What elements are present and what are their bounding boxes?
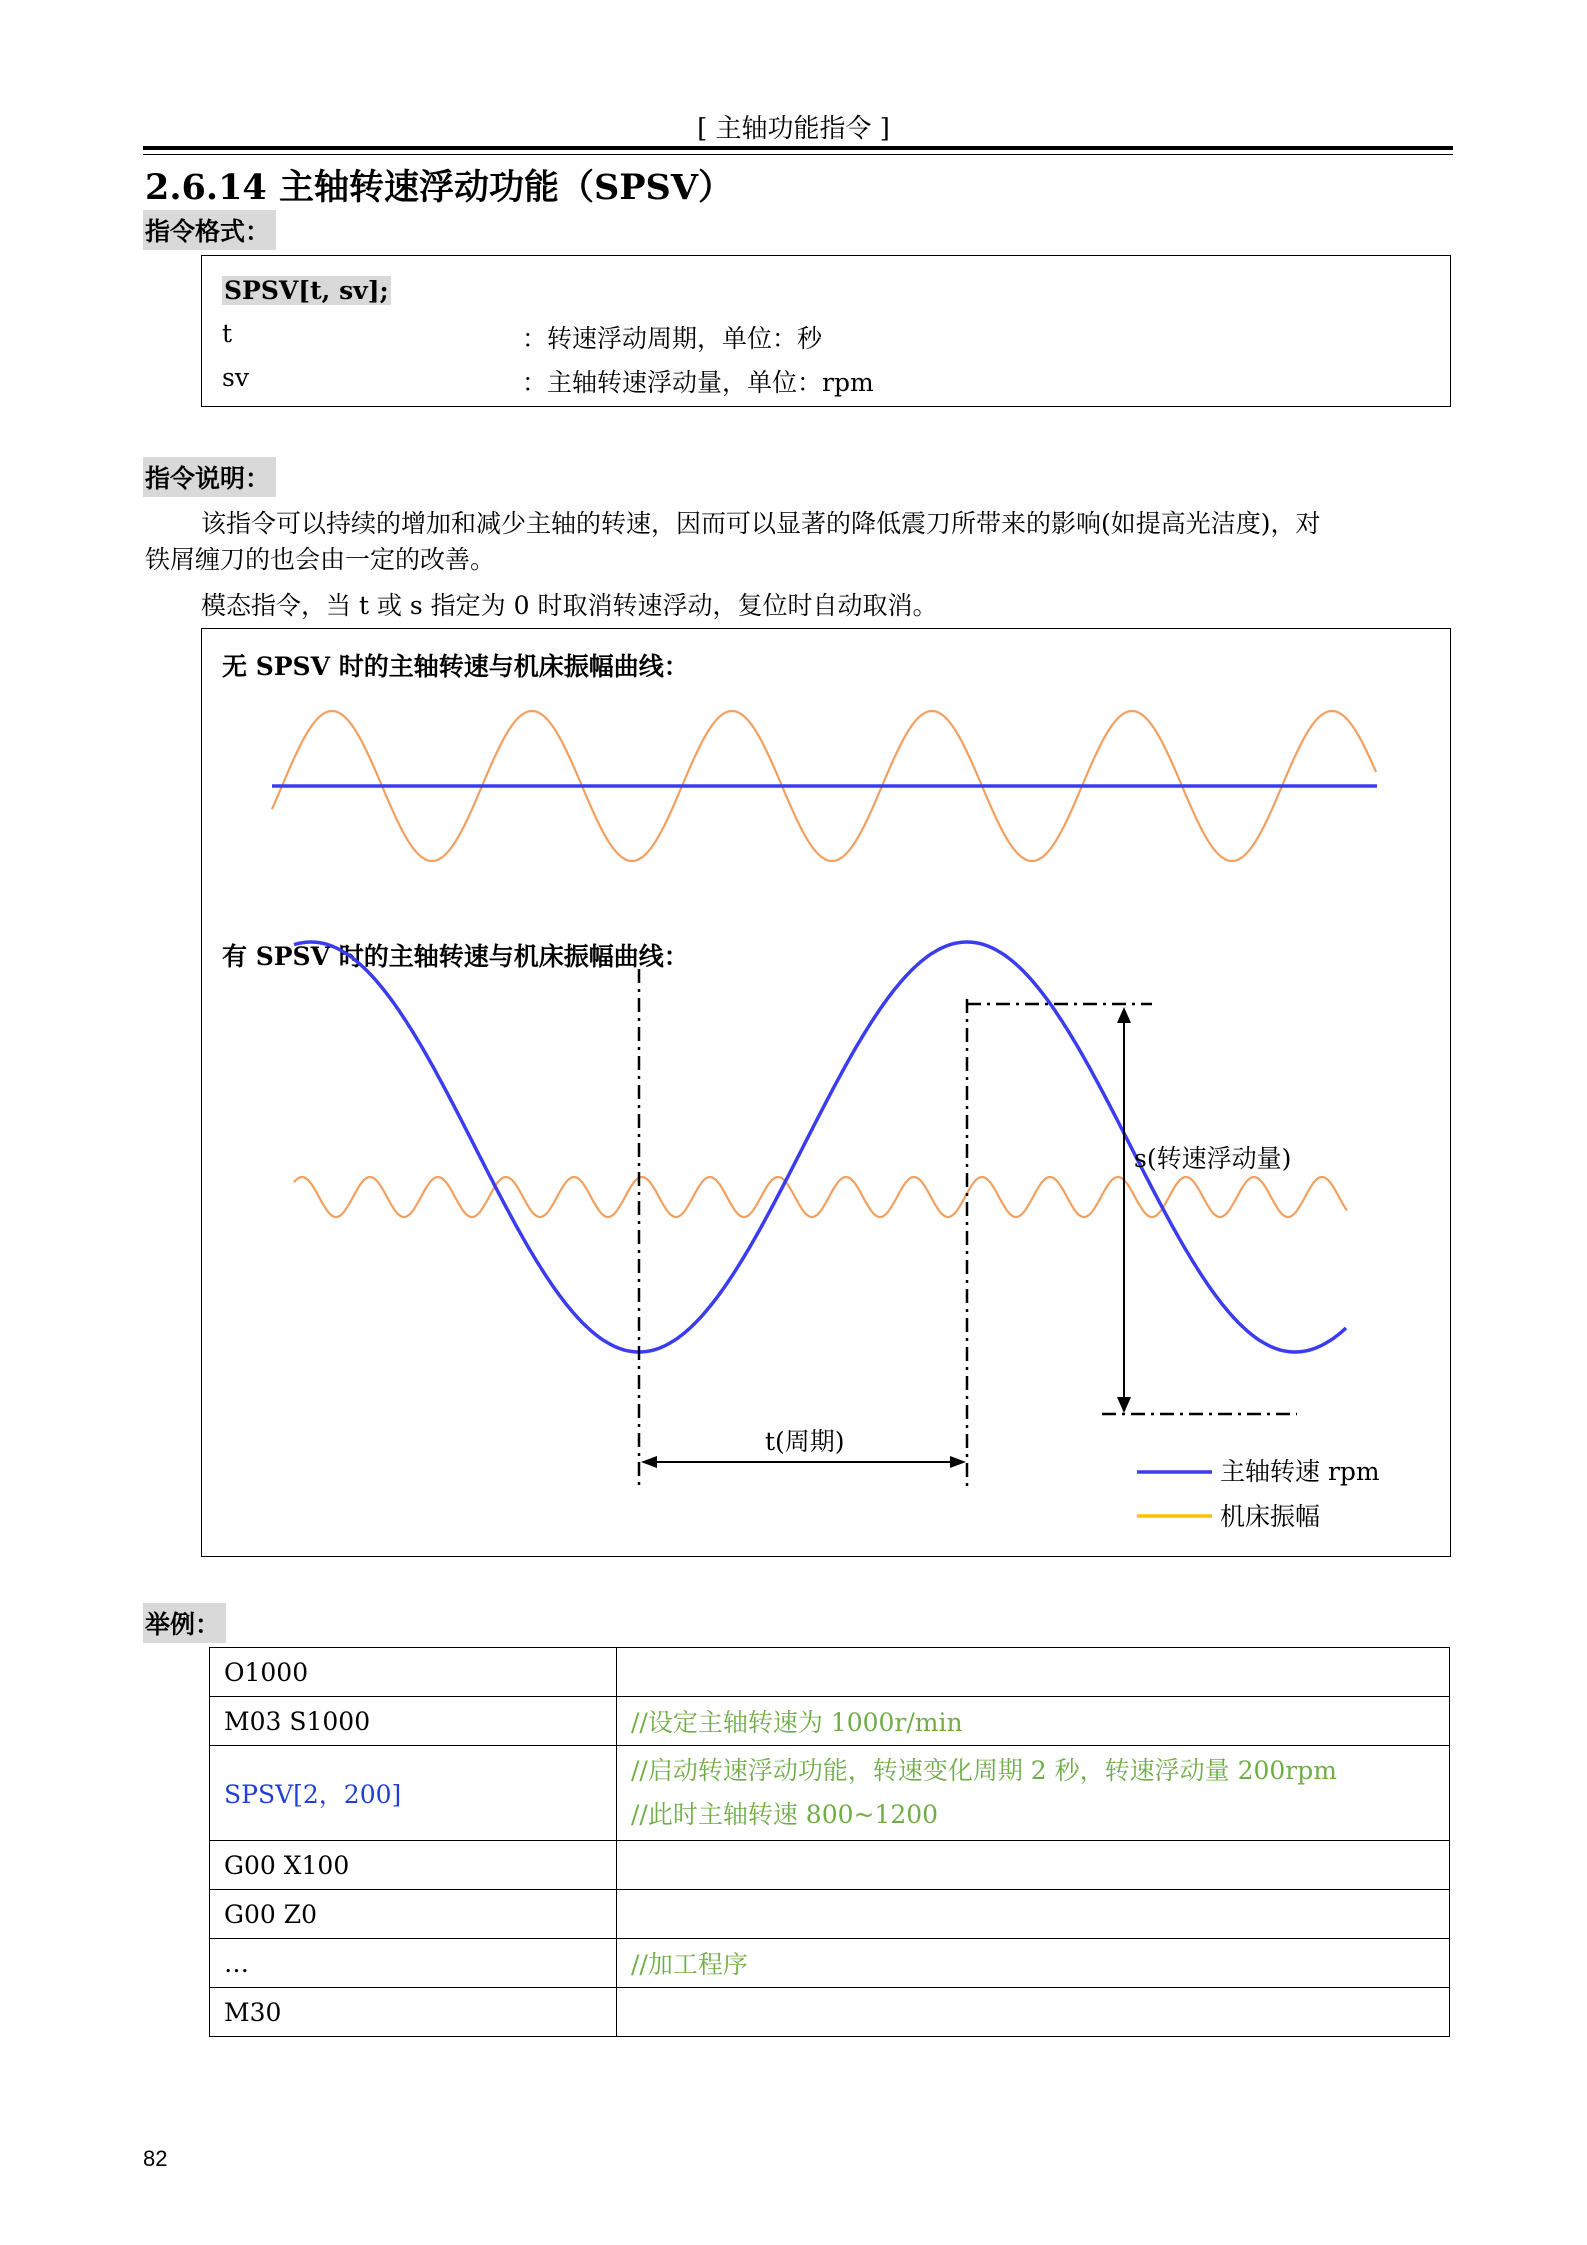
table-row [210,1988,1450,2037]
code-cell: M03 S1000 [210,1697,617,1746]
arrow-up-icon [1117,1007,1131,1023]
page-number: 82 [143,2146,168,2171]
comment-cell [617,1648,1450,1697]
figure-box [201,628,1451,1557]
param-name: sv [222,363,249,392]
comment-cell: //加工程序 [617,1939,1450,1988]
param-description: ：转速浮动周期，单位：秒 [522,324,823,353]
description-line-1: 该指令可以持续的增加和减少主轴的转速，因而可以显著的降低震刀所带来的影响(如提高光洁度)，对 [201,509,1321,538]
figure-canvas [202,629,1450,1556]
description-line-3: 模态指令，当 t 或 s 指定为 0 时取消转速浮动，复位时自动取消。 [201,591,938,620]
table-row [210,1890,1450,1939]
code-cell: SPSV[2，200] [210,1746,617,1841]
format-syntax: SPSV[t, sv]; [224,276,389,305]
code-cell: … [210,1939,617,1988]
format-param-row [222,319,1122,353]
comment-cell: //设定主轴转速为 1000r/min [617,1697,1450,1746]
header-rule-thin [143,154,1453,155]
t-label: t(周期) [765,1427,845,1456]
table-row [210,1841,1450,1890]
s-label: s(转速浮动量) [1134,1144,1292,1173]
param-description: ：主轴转速浮动量，单位：rpm [522,368,874,397]
format-syntax-row [222,276,391,305]
format-box [201,255,1451,407]
comment-cell [617,1841,1450,1890]
vibration-curve-with-spsv [294,1177,1347,1217]
comment-cell [617,1746,1450,1841]
code-cell: M30 [210,1988,617,2037]
format-param-row [222,363,1122,397]
format-label: 指令格式： [143,210,276,250]
arrow-right-icon [950,1456,966,1468]
code-cell: O1000 [210,1648,617,1697]
running-header: [ 主轴功能指令 ] [697,114,890,144]
comment-line: //启动转速浮动功能，转速变化周期 2 秒，转速浮动量 200rpm [631,1756,1337,1785]
code-cell: G00 Z0 [210,1890,617,1939]
figure-title-without: 无 SPSV 时的主轴转速与机床振幅曲线： [222,652,689,681]
figure-title-with: 有 SPSV 时的主轴转速与机床振幅曲线： [222,942,689,971]
table-row [210,1648,1450,1697]
description-line-2: 铁屑缠刀的也会由一定的改善。 [145,545,496,574]
comment-cell [617,1890,1450,1939]
table-row [210,1697,1450,1746]
section-heading: 2.6.14 主轴转速浮动功能（SPSV） [145,167,733,208]
table-row [210,1746,1450,1841]
description-label: 指令说明： [143,457,276,497]
example-label: 举例： [143,1603,226,1643]
example-table [209,1647,1450,2037]
arrow-down-icon [1117,1397,1131,1413]
comment-cell [617,1988,1450,2037]
arrow-left-icon [641,1456,657,1468]
legend-speed-label: 主轴转速 rpm [1220,1457,1380,1486]
param-name: t [222,319,233,348]
table-row [210,1939,1450,1988]
header-rule-thick [143,146,1453,150]
code-cell: G00 X100 [210,1841,617,1890]
legend-amplitude-label: 机床振幅 [1220,1502,1321,1531]
comment-line: //此时主轴转速 800~1200 [631,1800,939,1829]
